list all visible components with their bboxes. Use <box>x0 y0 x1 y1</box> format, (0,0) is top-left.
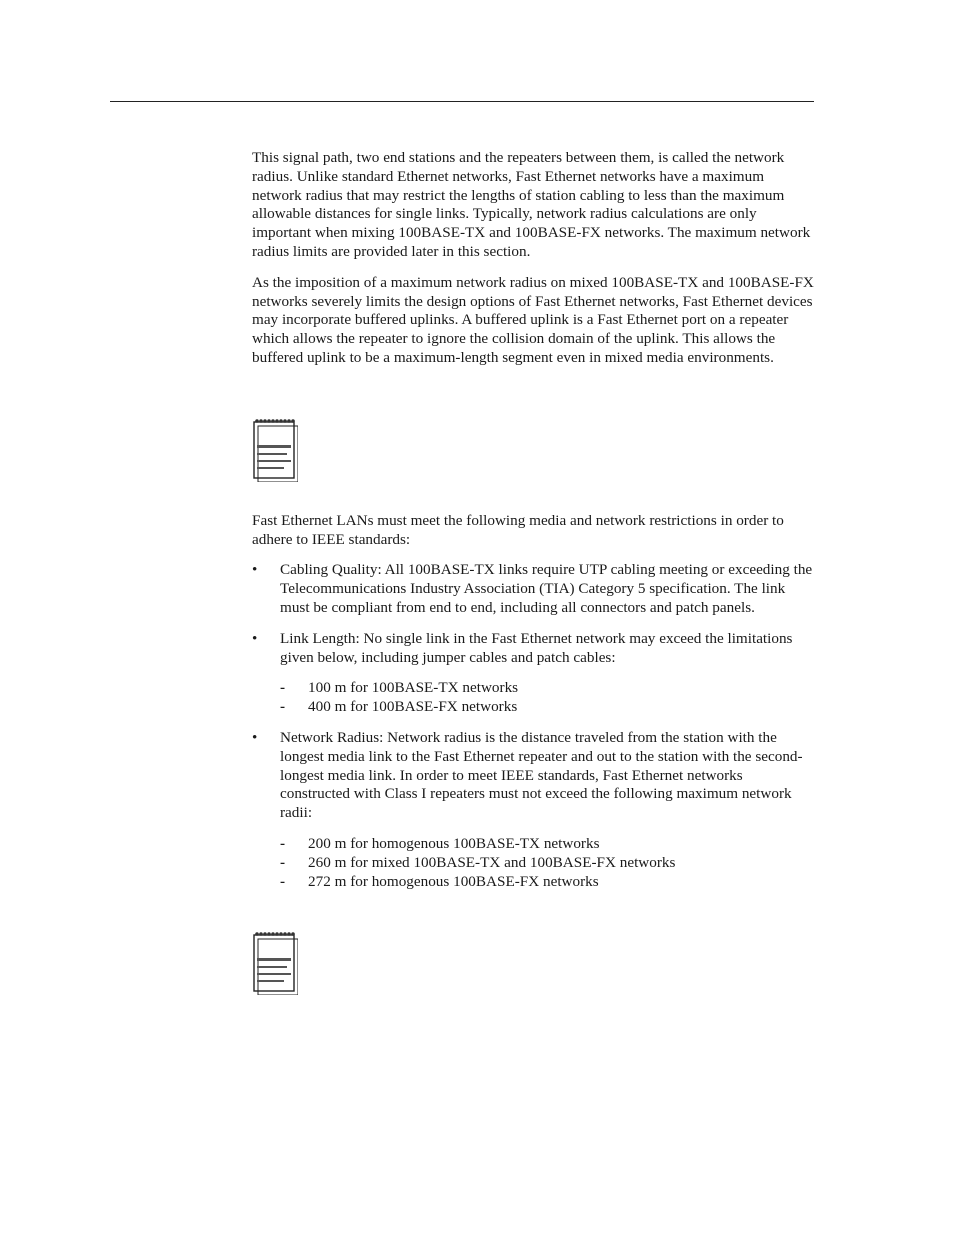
dash-symbol: - <box>280 834 286 852</box>
note-icon <box>252 929 298 995</box>
note-block <box>252 416 816 482</box>
bullet-symbol: • <box>252 629 258 647</box>
bullet-text: Network Radius: Network radius is the distance traveled from the station with the longest media link to the Fast Ethernet repeater and out to the station with the second-longest media link. In order to meet IEEE standards, Fast Ethernet networks constructed with Class I repeaters must not exceed the following maximum network radii: <box>280 728 803 822</box>
paragraph-restrictions-intro: Fast Ethernet LANs must meet the following media and network restrictions in order to adhere to IEEE standards: <box>252 511 784 548</box>
page-content <box>252 149 816 995</box>
dash-symbol: - <box>280 679 286 697</box>
sublist-item-text: 200 m for homogenous 100BASE-TX networks <box>308 834 600 852</box>
dash-symbol: - <box>280 853 286 871</box>
bullet-text: Link Length: No single link in the Fast Ethernet network may exceed the limitations given below, including jumper cables and patch cables: <box>280 629 793 666</box>
dash-symbol: - <box>280 872 286 890</box>
bullet-text: Cabling Quality: All 100BASE-TX links require UTP cabling meeting or exceeding the Telecommunications Industry Association (TIA) Category 5 specification. The link must be compliant from end to end, including all connectors and patch panels. <box>280 561 813 616</box>
bullet-link-length <box>252 630 816 668</box>
note-icon <box>252 416 298 482</box>
sublist-item <box>252 835 816 854</box>
link-length-sublist <box>252 679 816 717</box>
sublist-item-text: 272 m for homogenous 100BASE-FX networks <box>308 872 599 890</box>
bullet-cabling-quality <box>252 561 816 617</box>
bullet-symbol: • <box>252 728 258 746</box>
note-block <box>252 929 816 995</box>
sublist-item <box>252 698 816 717</box>
bullet-symbol: • <box>252 561 258 579</box>
sublist-item-text: 400 m for 100BASE-FX networks <box>308 698 518 716</box>
network-radius-sublist <box>252 835 816 891</box>
dash-symbol: - <box>280 698 286 716</box>
sublist-item <box>252 679 816 698</box>
bullet-network-radius <box>252 729 816 823</box>
sublist-item <box>252 873 816 892</box>
sublist-item-text: 100 m for 100BASE-TX networks <box>308 679 519 697</box>
header-rule <box>110 101 814 102</box>
sublist-item <box>252 854 816 873</box>
sublist-item-text: 260 m for mixed 100BASE-TX and 100BASE-FX networks <box>308 853 676 871</box>
paragraph-network-radius: This signal path, two end stations and the repeaters between them, is called the network radius. Unlike standard Ethernet networks, Fast Ethernet networks have a maximum network radius that may restrict the lengths of station cabling to less than the maximum allowable distances for single links. Typically, network radius calculations are only important when mixing 100BASE-TX and 100BASE-FX networks. The maximum network radius limits are provided later in this section. <box>252 149 811 260</box>
paragraph-buffered-uplinks: As the imposition of a maximum network radius on mixed 100BASE-TX and 100BASE-FX networks severely limits the design options of Fast Ethernet networks, Fast Ethernet devices may incorporate buffered uplinks. A buffered uplink is a Fast Ethernet port on a repeater which allows the repeater to ignore the collision domain of the uplink. This allows the buffered uplink to be a maximum-length segment even in mixed media environments. <box>252 273 814 366</box>
